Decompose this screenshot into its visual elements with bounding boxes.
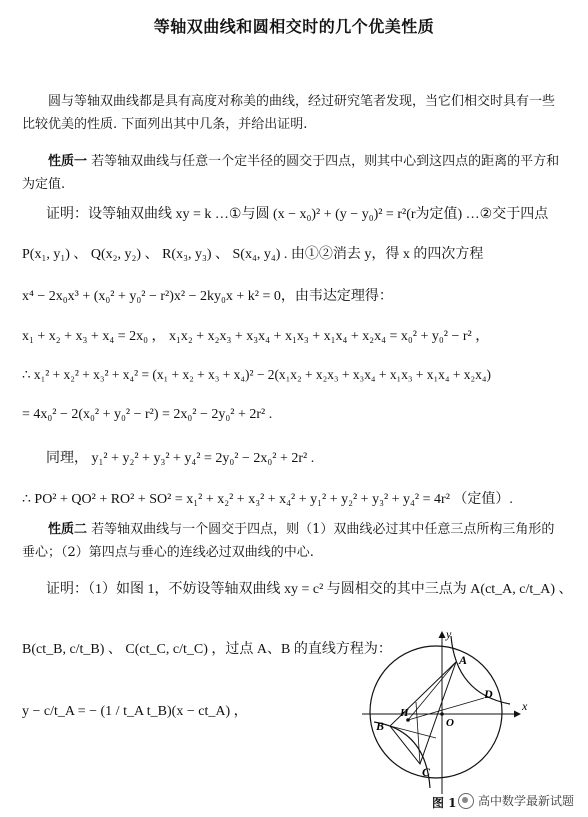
hyperbola-branch-1 <box>451 636 510 704</box>
proof1-line2: P(x₁, y₁) 、 Q(x₂, y₂) 、 R(x₃, y₃) 、 S(x₄, y₄) . 由①②消去 y，得 x 的四次方程 <box>22 247 484 262</box>
label-d: D <box>484 687 493 701</box>
proof1-line5: ∴ x₁² + x₂² + x₃² + x₄² = (x₁ + x₂ + x₃ + x₄)² − 2(x₁x₂ + x₂x₃ + x₃x₄ + x₁x₃ + x₁x₄ + x₂x₄) <box>22 367 491 382</box>
altitude-b <box>390 726 436 738</box>
property1-paragraph <box>22 150 562 196</box>
point-o <box>440 712 444 716</box>
altitude-a <box>408 662 456 720</box>
property1-text: 若等轴双曲线与任意一个定半径的圆交于四点，则其中心到这四点的距离的平方和为定值. <box>22 154 560 192</box>
proof1-line7: 同理， y₁² + y₂² + y₃² + y₄² = 2y₀² − 2x₀² + 2r² . <box>46 451 315 466</box>
label-h: H <box>400 707 409 719</box>
proof1-line8: ∴ PO² + QO² + RO² + SO² = x₁² + x₂² + x₃² + x₄² + y₁² + y₂² + y₃² + y₄² = 4r² （定值）. <box>22 492 513 507</box>
wechat-official-icon <box>458 793 474 809</box>
figure-1-diagram <box>360 626 560 798</box>
intro-paragraph: 圆与等轴双曲线都是具有高度对称美的曲线，经过研究笔者发现，当它们相交时具有一些比较优美的性质. 下面列出其中几条，并给出证明. <box>22 94 556 132</box>
property2-label: 性质二 <box>48 522 88 537</box>
proof2-line1: 证明：（1）如图 1，不妨设等轴双曲线 xy = c² 与圆相交的其中三点为 A(ct_A, c/t_A) 、 <box>46 582 573 597</box>
proof1-line4: x₁ + x₂ + x₃ + x₄ = 2x₀ ， x₁x₂ + x₂x₃ + x₃x₄ + x₁x₃ + x₁x₄ + x₂x₄ = x₀² + y₀² − r² ， <box>22 329 490 344</box>
label-a: A <box>459 653 468 667</box>
proof1-line1: 证明：设等轴双曲线 xy = k …①与圆 (x − x₀)² + (y − y₀)² = r²(r为定值) …②交于四点 <box>46 207 549 222</box>
watermark <box>458 792 574 809</box>
property2-paragraph <box>22 518 562 564</box>
watermark-text: 高中数学最新试题 <box>477 794 574 808</box>
proof2-line2: B(ct_B, c/t_B) 、 C(ct_C, c/t_C) ，过点 A、B 的直线方程为： <box>22 642 392 657</box>
property2-text: 若等轴双曲线与一个圆交于四点，则（1）双曲线必过其中任意三点所构三角形的垂心；（2）第四点与垂心的连线必过双曲线的中心. <box>22 522 555 560</box>
proof1-line6: = 4x₀² − 2(x₀² + y₀² − r²) = 2x₀² − 2y₀² + 2r² . <box>22 407 273 422</box>
property1-label: 性质一 <box>48 154 88 169</box>
proof1-line3: x⁴ − 2x₀x³ + (x₀² + y₀² − r²)x² − 2ky₀x + k² = 0，由韦达定理得： <box>22 289 393 304</box>
page-title: 等轴双曲线和圆相交时的几个优美性质 <box>153 17 435 36</box>
proof2-line3: y − c/t_A = − (1 / t_A t_B)(x − ct_A) ， <box>22 704 248 719</box>
label-b: B <box>376 719 385 733</box>
label-o: O <box>446 717 454 729</box>
label-c: C <box>422 765 431 779</box>
figure-caption: 图 1 <box>432 796 457 810</box>
label-x: x <box>522 699 528 713</box>
label-y: y <box>446 627 452 641</box>
